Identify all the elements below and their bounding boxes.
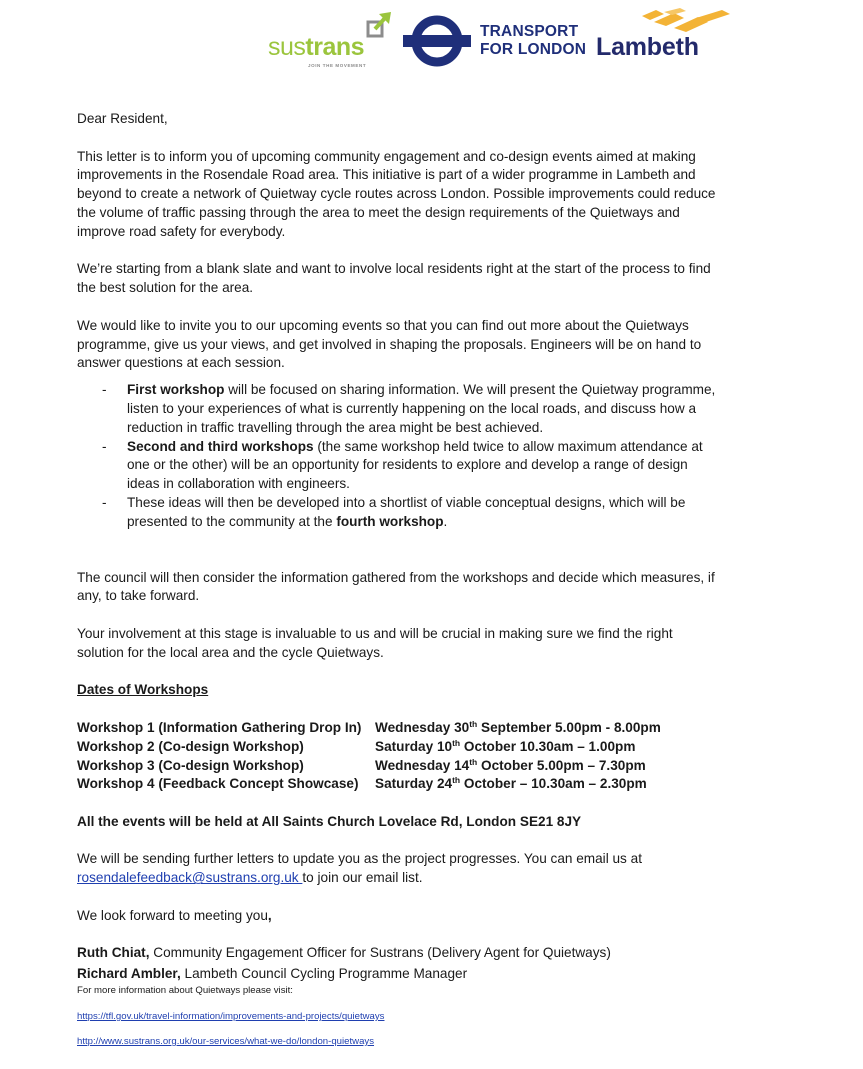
table-row: [77, 775, 717, 794]
tfl-wordmark: [480, 23, 586, 59]
date-day: Wednesday 14: [375, 757, 470, 773]
invitation-paragraph: We would like to invite you to our upcoming events so that you can find out more about the Quietways programme, give us your views, and get involved in shaping the proposals. Engineers will be on hand to answer questions at each session.: [77, 317, 702, 371]
workshop-name: Workshop 2 (Co-design Workshop): [77, 738, 304, 754]
bullet-dash: -: [102, 438, 107, 454]
list-item: [77, 494, 717, 532]
list-item: [77, 381, 717, 437]
signatory-role: Community Engagement Officer for Sustrans (Delivery Agent for Quietways): [149, 945, 611, 961]
more-info-label: For more information about Quietways please visit:: [77, 985, 293, 997]
email-paragraph-end: to join our email list.: [302, 870, 423, 886]
bullet-text: (the same workshop held twice to allow maximum attendance at one or the other) will be an opportunity for residents to explore and develop a range of design ideas in collaboration with engineers.: [127, 438, 703, 492]
date-day: Wednesday 30: [375, 719, 470, 735]
bullet-bold: Second and third workshops: [127, 438, 314, 454]
closing-line: [77, 907, 717, 926]
closing-comma: ,: [267, 907, 272, 923]
tfl-line2: FOR LONDON: [480, 41, 587, 58]
workshop-name: Workshop 3 (Co-design Workshop): [77, 757, 304, 773]
date-suffix: th: [452, 737, 461, 748]
blank-slate-paragraph: We’re starting from a blank slate and want to involve local residents right at the start of the process to find the best solution for the area.: [77, 261, 711, 296]
letterhead: [0, 0, 863, 80]
workshop-date: [375, 738, 635, 757]
signatory-role: Lambeth Council Cycling Programme Manager: [180, 966, 468, 982]
date-suffix: th: [452, 775, 461, 786]
date-suffix: th: [469, 718, 478, 729]
letter-body: [77, 110, 717, 1048]
date-day: Saturday 10: [375, 738, 453, 754]
bullet-dash: -: [102, 382, 107, 398]
sustrans-trans: trans: [305, 33, 365, 61]
signatory: [77, 944, 717, 963]
date-rest: September 5.00pm - 8.00pm: [477, 719, 661, 735]
signatory-name: Richard Ambler,: [77, 966, 181, 982]
workshop-date: [375, 775, 647, 794]
table-row: [77, 757, 717, 776]
workshop-description-list: [77, 381, 717, 531]
date-rest: October 10.30am – 1.00pm: [460, 738, 636, 754]
sustrans-quietways-link[interactable]: http://www.sustrans.org.uk/our-services/what-we-do/london-quietways: [77, 1036, 375, 1048]
sustrans-arrow-icon: [365, 10, 393, 42]
email-paragraph-text: We will be sending further letters to update you as the project progresses. You can email us at: [77, 851, 642, 867]
date-rest: October – 10.30am – 2.30pm: [460, 776, 647, 792]
table-row: [77, 719, 717, 738]
sustrans-tagline: JOIN THE MOVEMENT: [308, 63, 367, 68]
workshop-dates-table: [77, 719, 717, 794]
bullet-bold: fourth workshop: [336, 513, 444, 529]
bullet-text-end: .: [443, 513, 448, 529]
url-list: [77, 1010, 717, 1048]
intro-paragraph: This letter is to inform you of upcoming community engagement and co-design events aimed at making improvements in the Rosendale Road area. This initiative is part of a wider programme in Lambeth and beyond to create a network of Quietway cycle routes across London. Possible improvements could reduce the volume of traffic passing through the area to meet the design requirements of the Quietways and improve road safety for everybody.: [77, 148, 716, 239]
closing-text: We look forward to meeting you: [77, 907, 268, 923]
tfl-roundel-icon: [403, 13, 471, 69]
lambeth-logo: [596, 8, 736, 68]
table-row: [77, 738, 717, 757]
signatory: [77, 965, 717, 984]
tfl-line1: TRANSPORT: [480, 23, 579, 40]
date-rest: October 5.00pm – 7.30pm: [477, 757, 646, 773]
sustrans-wordmark: [268, 35, 364, 60]
workshop-name: Workshop 4 (Feedback Concept Showcase): [77, 776, 359, 792]
involvement-paragraph: Your involvement at this stage is invaluable to us and will be crucial in making sure we find the right solution for the local area and the cycle Quietways.: [77, 625, 673, 660]
bullet-text: will be focused on sharing information. We will present the Quietway programme, listen to your experiences of what is currently happening on the local roads, and discuss how a reduction in traffic travelling through the area might be best achieved.: [127, 382, 716, 435]
signatory-name: Ruth Chiat,: [77, 945, 150, 961]
sustrans-logo: [268, 10, 393, 70]
bullet-bold: First workshop: [127, 382, 225, 398]
sustrans-sus: sus: [268, 33, 306, 61]
date-suffix: th: [469, 756, 478, 767]
date-day: Saturday 24: [375, 776, 453, 792]
lambeth-wave-icon: [634, 8, 732, 32]
email-paragraph: [77, 850, 717, 888]
tfl-quietways-link[interactable]: https://tfl.gov.uk/travel-information/improvements-and-projects/quietways: [77, 1011, 385, 1023]
venue-statement: All the events will be held at All Saints Church Lovelace Rd, London SE21 8JY: [77, 813, 582, 829]
lambeth-wordmark: Lambeth: [596, 33, 699, 61]
workshop-date: [375, 719, 661, 738]
bullet-text: These ideas will then be developed into a shortlist of viable conceptual designs, which will be presented to the community at the: [127, 494, 686, 529]
email-link[interactable]: rosendalefeedback@sustrans.org.uk: [77, 870, 303, 886]
salutation: Dear Resident,: [77, 111, 168, 126]
dates-heading: Dates of Workshops: [77, 682, 209, 698]
bullet-dash: -: [102, 494, 107, 510]
workshop-name: Workshop 1 (Information Gathering Drop In): [77, 719, 362, 735]
list-item: [77, 438, 717, 494]
workshop-date: [375, 757, 646, 776]
council-paragraph: The council will then consider the information gathered from the workshops and decide which measures, if any, to take forward.: [77, 569, 715, 604]
